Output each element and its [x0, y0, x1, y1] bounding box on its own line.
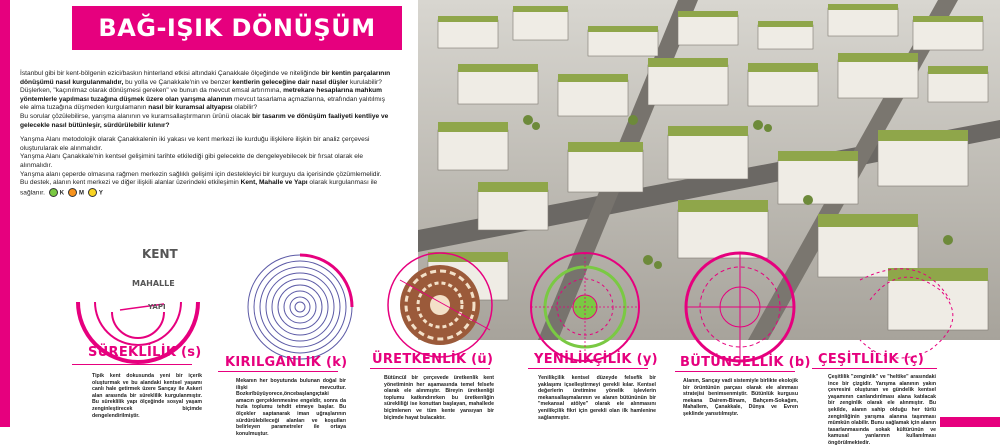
concept-label-uretkenlik: ÜRETKENLİK (ü) — [372, 352, 494, 367]
concept-divider-cesitlilik — [812, 368, 937, 369]
concept-diagrams — [0, 240, 1000, 446]
intro-paragraph-1: İstanbul gibi bir kent-bölgenin ezici/baskın hinterland etkisi altındaki Çanakkale ölçeğinde ve niteliğinde bir kentin parçalarının dönüşümü nasıl kurgulanmalıdır, bu yolla ve Çanakkale'nin ve benzer kentlerin geleceğine dair nasıl düşler kurulabilir? Düşlerken, "kaçınılmaz olarak dönüşmesi gereken" ve bunun da mevcut emsal artırımına, metrekare hesaplarına mahkum yöntemlerle yapılması tuzağına düşmek üzere olan yarışma alanının mevcut tasarlama açmazlarına, etrafından yalıtılmış ele alma tuzağına düşmeden kurgulamanın nasıl bir kuramsal altyapısı olabilir? Bu sorular çözülebilirse, yarışma alanının ve kuramsallaştırmanın ürünü olacak bir tasarım ve dönüşüm faaliyeti kentliye ve gelecekle nasıl bütünleşir, sürdürülebilir kılınır? — [20, 70, 391, 129]
intro-text — [20, 70, 395, 204]
concept-text-kirilganlik: Mekanın her boyutunda bulunan doğal bir ilişki mevcuttur. Bozkır/büyüyorece,öncebaşlangıçtaki amacın gerçeklenmesine engeldir, sonra da hızla toplumu tehdit etmeye başlar. Bu ölçekler saptanarak iman uğraşlarının sürdürülebileceği alanları ve koşulları belirleyen parametreler ile ortaya konulmuştur. — [236, 378, 346, 437]
yenilikcilik-diagram — [531, 253, 639, 361]
title-banner — [72, 6, 402, 50]
page-title: BAĞ-IŞIK DÖNÜŞÜM — [98, 14, 376, 42]
concept-divider-butunsellik — [675, 371, 795, 372]
uretkenlik-diagram — [388, 253, 492, 357]
kent-label: KENT — [142, 247, 178, 261]
concept-label-kirilganlik: KIRILGANLIK (k) — [225, 355, 348, 370]
yapi-legend-dot — [88, 188, 97, 197]
yapi-legend-letter: Y — [98, 189, 103, 196]
concept-label-cesitlilik: ÇEŞİTLİLİK (ç) — [818, 352, 925, 367]
kent-legend-dot — [49, 188, 58, 197]
intro-paragraph-2: Yarışma Alanı metodolojik olarak Çanakkalenin iki yakası ve kent merkezi ile kurduğu ilişkilere ilişkin bir analiz çerçevesi oluşturularak ele alınmalıdır. Yarışma Alanı Çanakkale'nin kentsel gelişimini tarihte etkilediği gibi gelecekte de dengeleyebilecek bir fırsat olarak ele alınmalıdır. Yarışma alanı çeperde olmasına rağmen merkezin sağlıklı gelişimi için destekleyici bir kurguyu da içerisinde çözümlemelidir. Bu destek, alanın kent merkezi ve diğer ilişkili alanlar üzerindeki etkileşimin Kent, Mahalle ve Yapı olarak kurgulanması ile sağlanır. K M Y — [20, 136, 382, 196]
scale-legend — [47, 188, 103, 198]
concept-label-sureklilik: SÜREKLİLİK (s) — [88, 345, 202, 360]
concept-text-uretkenlik: Bütüncül bir çerçevede üretkenlik kent yönetiminin her aşamasında temel felsefe olarak ele alınmıştır. Bireyin üretkenliği toplumu katkındırırken bu üretkenliğin sürekliliği ise konuttan başlayan, mahallede biçimlenen ve tüm kente yansıyan bir biçimde hayat bulacaktır. — [384, 375, 494, 421]
mahalle-label: MAHALLE — [132, 279, 175, 288]
concept-divider-sureklilik — [72, 364, 192, 365]
mahalle-legend-letter: M — [78, 189, 84, 196]
concept-text-yenilikcilik: Yenilikçilik kentsel düzeyde felsefik bir yaklaşımı içselleştirmeyi gerekli kılar. Kentsel değerlerin üretimine yönelik işlevlerin mekansallaşmalarının ve alanın bütününün bir "mekansal atölye" olarak ele alınmasını yenilikçilik fikri için gerekli olan ilk hamlenine sağlanmıştır. — [538, 375, 656, 421]
concept-label-yenilikcilik: YENİLİKÇİLİK (y) — [534, 352, 658, 367]
concept-label-butunsellik: BÜTÜNSELLİK (b) — [680, 355, 811, 370]
kirilganlik-diagram — [248, 255, 352, 359]
bottom-accent-bar — [940, 417, 1000, 427]
concept-divider-kirilganlik — [218, 371, 338, 372]
concept-text-butunsellik: Alanın, Sarıçay vadi sistemiyle birlikte ekolojik bir örüntünün parçası olarak ele alınması stratejisi benimsenmiştir. Bütünlük kurgusu mekana Dairem-Binam, Bahçem-Sokağım, Mahallem, Çanakkale, Dünya ve Evren şeklinde yansıtılmıştır. — [683, 378, 798, 417]
concept-divider-yenilikcilik — [528, 368, 648, 369]
yapi-label: YAPI — [148, 303, 166, 311]
concept-text-cesitlilik: Çeşitlilik "zenginlik" ve "heltike" arasındaki ince bir çizgidir. Yarışma alanının yakın çevresini oluşturan ve gündelik kentsel yaşamının canlandırılması alana katılacak bir zenginlik olarak ele alınmıştır. Bu şekilde, alanın sahip olduğu her türlü zenginliğinin yarışma alanına taşınması mümkün olabilir. Bunu sağlamak için alanın tasarlanmasında sokak kültürünün ve kamusal yanlarının kullanılması öngörülmektedir. — [828, 374, 936, 446]
kent-legend-letter: K — [59, 189, 65, 196]
cesitlilik-diagram — [860, 269, 953, 358]
mahalle-legend-dot — [68, 188, 77, 197]
concept-divider-uretkenlik — [370, 368, 490, 369]
butunsellik-diagram — [686, 253, 794, 361]
concept-text-sureklilik: Tipik kent dokusunda yeni bir içerik oluşturmak ve bu alandaki kentsel yaşamı canlı hale getirmek üzere Sarıçay ile Askeri alan arasında bir süreklilik kurgulanmıştır. Bu süreklilik yapı ölçeğinde sosyal yaşam zenginleştirecek biçimde dengelendirilmiştir. — [92, 373, 202, 419]
